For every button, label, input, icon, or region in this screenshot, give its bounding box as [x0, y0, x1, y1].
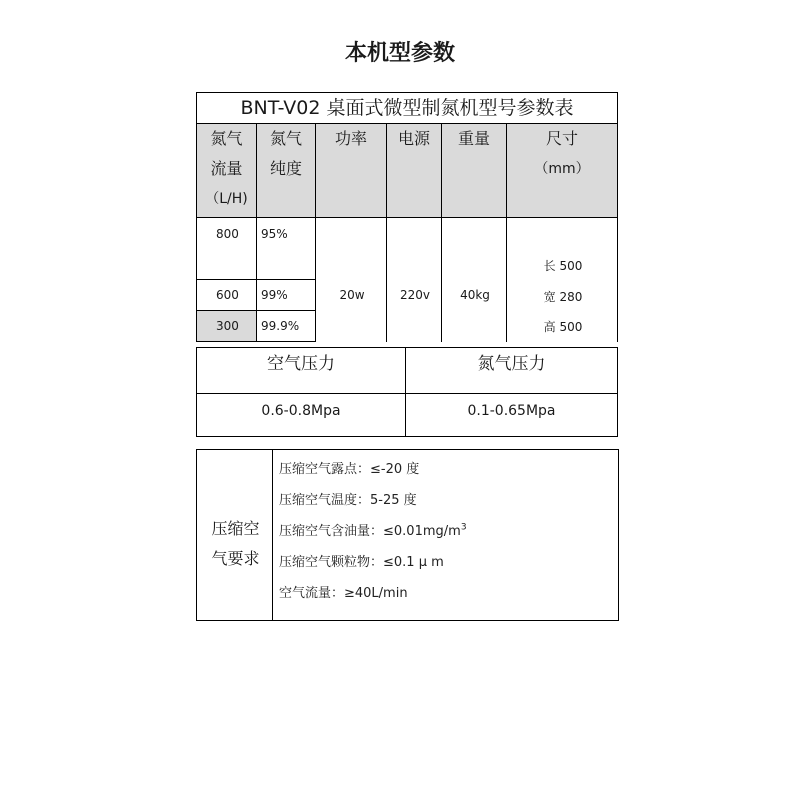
header-size-line1: 尺寸: [545, 129, 578, 148]
row3-flow-cell: [196, 310, 257, 342]
row2-purity: 99%: [261, 288, 288, 302]
header-size-line2: （mm）: [534, 161, 590, 177]
req-particles: 压缩空气颗粒物：≤0.1 μ m: [279, 555, 444, 570]
row3-purity-cell: [256, 310, 316, 342]
req-temperature: 压缩空气温度：5-25 度: [279, 493, 417, 508]
size-width: 宽 280: [543, 290, 583, 304]
air-requirement-label-line2: 气要求: [211, 549, 260, 568]
voltage-value-cell: [386, 217, 442, 342]
weight-value-cell: [441, 217, 507, 342]
row2-purity-cell: [256, 279, 316, 311]
table1-title: BNT-V02 桌面式微型制氮机型号参数表: [196, 92, 618, 124]
header-purity: [256, 123, 316, 218]
voltage-value: 220v: [399, 288, 430, 302]
row1-purity-cell: [256, 217, 316, 280]
req-oil-content-text: 压缩空气含油量：≤0.01mg/m: [279, 524, 461, 539]
air-requirement-label-line1: 压缩空: [211, 519, 260, 538]
header-purity-line1: 氮气: [269, 129, 302, 148]
page-title: 本机型参数: [344, 41, 455, 66]
header-flow-line2: 流量: [210, 159, 243, 178]
air-requirement-list: [272, 449, 619, 621]
header-power-text: 功率: [334, 129, 367, 148]
row1-flow: 800: [216, 227, 239, 241]
req-oil-superscript: 3: [460, 522, 467, 533]
weight-value: 40kg: [460, 288, 490, 302]
req-air-flow: 空气流量：≥40L/min: [279, 586, 408, 601]
row3-flow: 300: [216, 319, 239, 333]
size-value-cell: [506, 217, 618, 342]
air-pressure-value-cell: [196, 393, 406, 437]
size-height: 高 500: [543, 320, 583, 334]
n2-pressure-value-cell: [405, 393, 618, 437]
row2-flow: 600: [216, 288, 239, 302]
air-requirement-label-cell: [196, 449, 273, 621]
air-pressure-header-cell: [196, 347, 406, 394]
air-pressure-header: 空气压力: [267, 354, 335, 374]
row1-flow-cell: [196, 217, 257, 280]
header-source: [386, 123, 442, 218]
req-dew-point: 压缩空气露点：≤-20 度: [279, 462, 420, 477]
header-flow: [196, 123, 257, 218]
header-flow-line1: 氮气: [210, 129, 243, 148]
header-power: [315, 123, 387, 218]
n2-pressure-header-cell: [405, 347, 618, 394]
n2-pressure-value: 0.1-0.65Mpa: [467, 403, 556, 419]
n2-pressure-header: 氮气压力: [477, 354, 546, 374]
row1-purity: 95%: [261, 227, 288, 241]
header-flow-line3: （L/H): [205, 191, 248, 207]
header-source-text: 电源: [397, 129, 430, 148]
air-requirement-label: [197, 514, 274, 574]
header-weight-text: 重量: [457, 129, 490, 148]
header-weight: [441, 123, 507, 218]
header-size: [506, 123, 618, 218]
air-pressure-value: 0.6-0.8Mpa: [261, 403, 341, 419]
row2-flow-cell: [196, 279, 257, 311]
row3-purity: 99.9%: [261, 319, 300, 333]
size-length: 长 500: [543, 259, 583, 273]
header-purity-line2: 纯度: [269, 159, 302, 178]
power-value-cell: [315, 217, 387, 342]
req-oil-content: [279, 520, 467, 539]
power-value: 20w: [339, 288, 365, 302]
